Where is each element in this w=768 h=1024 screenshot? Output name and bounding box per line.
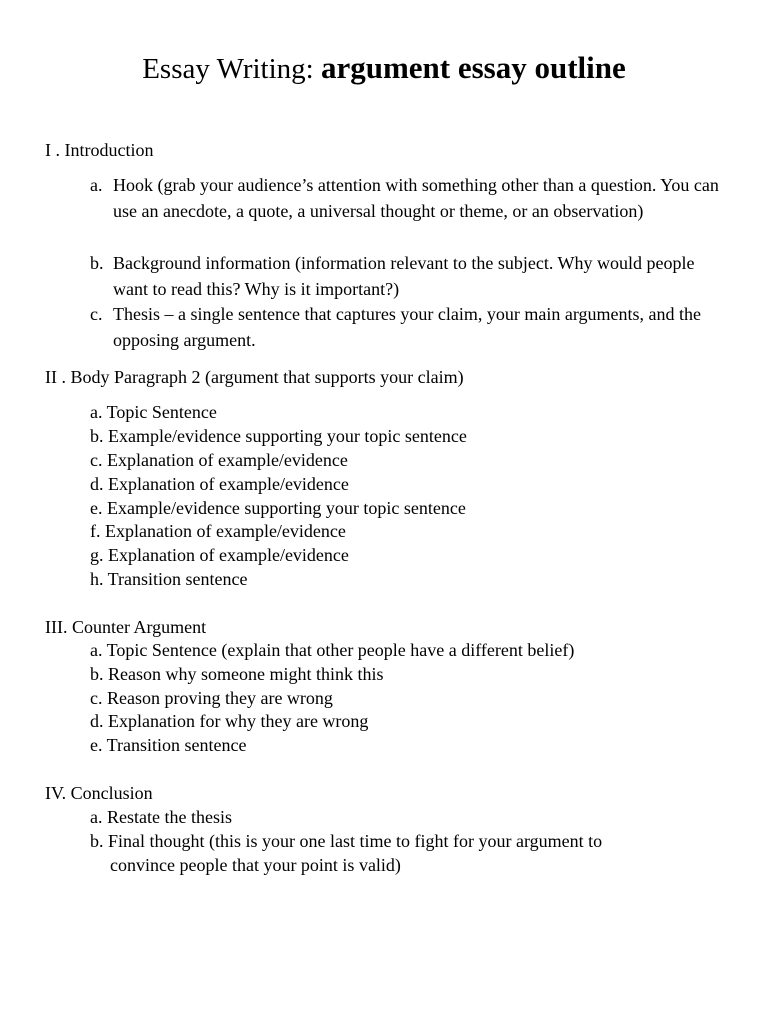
list-item: b. Example/evidence supporting your topic sentence — [90, 426, 467, 446]
title-emphasis: argument essay outline — [320, 50, 626, 85]
list-item: a. Topic Sentence — [90, 402, 217, 422]
page-title — [0, 50, 768, 87]
list-item: c. Explanation of example/evidence — [90, 450, 348, 470]
list-item: a. Restate the thesis — [90, 807, 232, 827]
list-marker: a. — [90, 175, 103, 195]
section-heading-body-paragraph: II . Body Paragraph 2 (argument that supports your claim) — [45, 367, 464, 387]
list-item-continuation: convince people that your point is valid) — [110, 855, 401, 875]
list-item: d. Explanation of example/evidence — [90, 474, 349, 494]
list-item: b. Reason why someone might think this — [90, 664, 384, 684]
list-item: d. Explanation for why they are wrong — [90, 711, 369, 731]
list-item: c. Reason proving they are wrong — [90, 688, 333, 708]
section-heading-counter-argument: III. Counter Argument — [45, 617, 207, 637]
list-item: e. Example/evidence supporting your topic sentence — [90, 498, 466, 518]
list-item-text: Hook (grab your audience’s attention with something other than a question. You can use an anecdote, a quote, a universal thought or theme, or an observation) — [113, 175, 719, 221]
list-item — [90, 251, 733, 302]
list-item: e. Transition sentence — [90, 735, 247, 755]
list-item: b. Final thought (this is your one last time to fight for your argument to — [90, 831, 603, 851]
list-item: g. Explanation of example/evidence — [90, 545, 349, 565]
section-heading-introduction: I . Introduction — [45, 140, 154, 160]
list-item-text: Background information (information relevant to the subject. Why would people want to read this? Why is it important?) — [113, 253, 695, 299]
list-item — [90, 302, 733, 353]
list-item — [90, 173, 733, 224]
list-marker: b. — [90, 253, 104, 273]
list-item: a. Topic Sentence (explain that other people have a different belief) — [90, 640, 575, 660]
list-item: f. Explanation of example/evidence — [90, 521, 346, 541]
title-prefix: Essay Writing: — [142, 53, 321, 85]
list-item-text: Thesis – a single sentence that captures your claim, your main arguments, and the opposing argument. — [113, 304, 701, 350]
list-marker: c. — [90, 304, 103, 324]
list-item: h. Transition sentence — [90, 569, 248, 589]
section-heading-conclusion: IV. Conclusion — [45, 783, 153, 803]
